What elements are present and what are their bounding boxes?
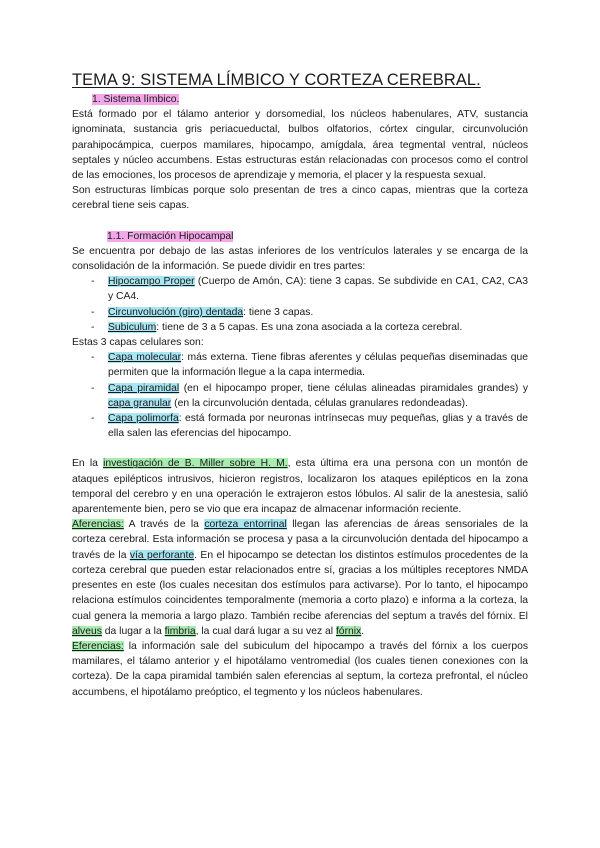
section-1-1-heading: 1.1. Formación Hipocampal <box>107 230 234 242</box>
section-1-paragraph-1: Está formado por el tálamo anterior y dorsomedial, los núcleos habenulares, ATV, sustancia ignominata, sustancia gris periacueductal, bulbos olfatorios, córtex cingular, circunvolución parahipocámpica, cuerpos mamilares, hipocampo, amígdala, área tegmental ventral, núcleos septales y núcleo accumbens. Estas estructuras están relacionadas con procesos como el control de las emociones, los procesos de aprendizaje y memoria, el placer y la respuesta sexual. <box>72 109 528 182</box>
section-1-heading: 1. Sistema límbico. <box>92 94 180 105</box>
section-1-1-intro: Se encuentra por debajo de las astas inferiores de los ventrículos laterales y se encarga de la consolidación de la información. Se puede dividir en tres partes: <box>72 245 528 273</box>
spacer <box>72 214 528 229</box>
cell-layers-list <box>72 350 528 441</box>
hippocampal-parts-list <box>72 274 528 335</box>
layers-intro: Estas 3 capas celulares son: <box>72 337 204 349</box>
list-item: - Circunvolución (giro) dentada: tiene 3 capas. <box>108 305 528 320</box>
spacer <box>72 441 528 456</box>
eferencias-paragraph: Eferencias: la información sale del subiculum del hipocampo a través del fórnix a los cuerpos mamilares, el tálamo anterior y el hipotálamo ventromedial (los cuales tienen conexiones con la corteza). De la capa piramidal también salen eferencias al septum, la corteza prefrontal, el núcleo accumbens, el hipotálamo preóptico, el tegmento y los núcleos habenulares. <box>72 640 528 698</box>
list-item: - Capa polimorfa: está formada por neuronas intrínsecas muy pequeñas, glias y a través de ella salen las eferencias del hipocampo. <box>108 411 528 441</box>
aferencias-paragraph: Aferencias: A través de la corteza entorrinal llegan las aferencias de áreas sensoriales de la corteza cerebral. Esta información se procesa y pasa a la circunvolución dentada del hipocampo a través de la vía perforante. En el hipocampo se detectan los distintos estímulos procedentes de la corteza cerebral que pueden estar relacionados entre sí, gracias a los múltiples receptores NMDA presentes en este (los cuales necesitan dos estímulos para activarse). Por lo tanto, el hipocampo relaciona estímulos coincidentes temporalmente (memoria a corto plazo) e informa a la corteza, la cual genera la memoria a largo plazo. También recibe aferencias del septum a través del fórnix. El alveus da lugar a la fimbria, la cual dará lugar a su vez al fórnix. <box>72 519 528 637</box>
miller-paragraph: En la investigación de B. Miller sobre H. M., esta última era una persona con un montón de ataques epilépticos intrusivos, hicieron registros, localizaron los ataques epilépticos en la zona temporal del cerebro y en una operación le extrajeron estos lóbulos. Al salir de la anestesia, salió aparentemente bien, pero se vio que era incapaz de almacenar información reciente. <box>72 458 528 516</box>
list-item: - Hipocampo Proper (Cuerpo de Amón, CA): tiene 3 capas. Se subdivide en CA1, CA2, CA3 y CA4. <box>108 274 528 304</box>
list-item: - Capa piramidal (en el hipocampo proper, tiene células alineadas piramidales grandes) y capa granular (en la circunvolución dentada, células granulares redondeadas). <box>108 381 528 411</box>
list-item: - Subiculum: tiene de 3 a 5 capas. Es una zona asociada a la corteza cerebral. <box>108 320 528 335</box>
list-item: - Capa molecular: más externa. Tiene fibras aferentes y células pequeñas diseminadas que permiten que la información llegue a la capa intermedia. <box>108 350 528 380</box>
section-1-paragraph-2: Son estructuras límbicas porque solo presentan de tres a cinco capas, mientras que la corteza cerebral tiene seis capas. <box>72 185 528 212</box>
page-title: TEMA 9: SISTEMA LÍMBICO Y CORTEZA CEREBRAL. <box>72 71 481 89</box>
